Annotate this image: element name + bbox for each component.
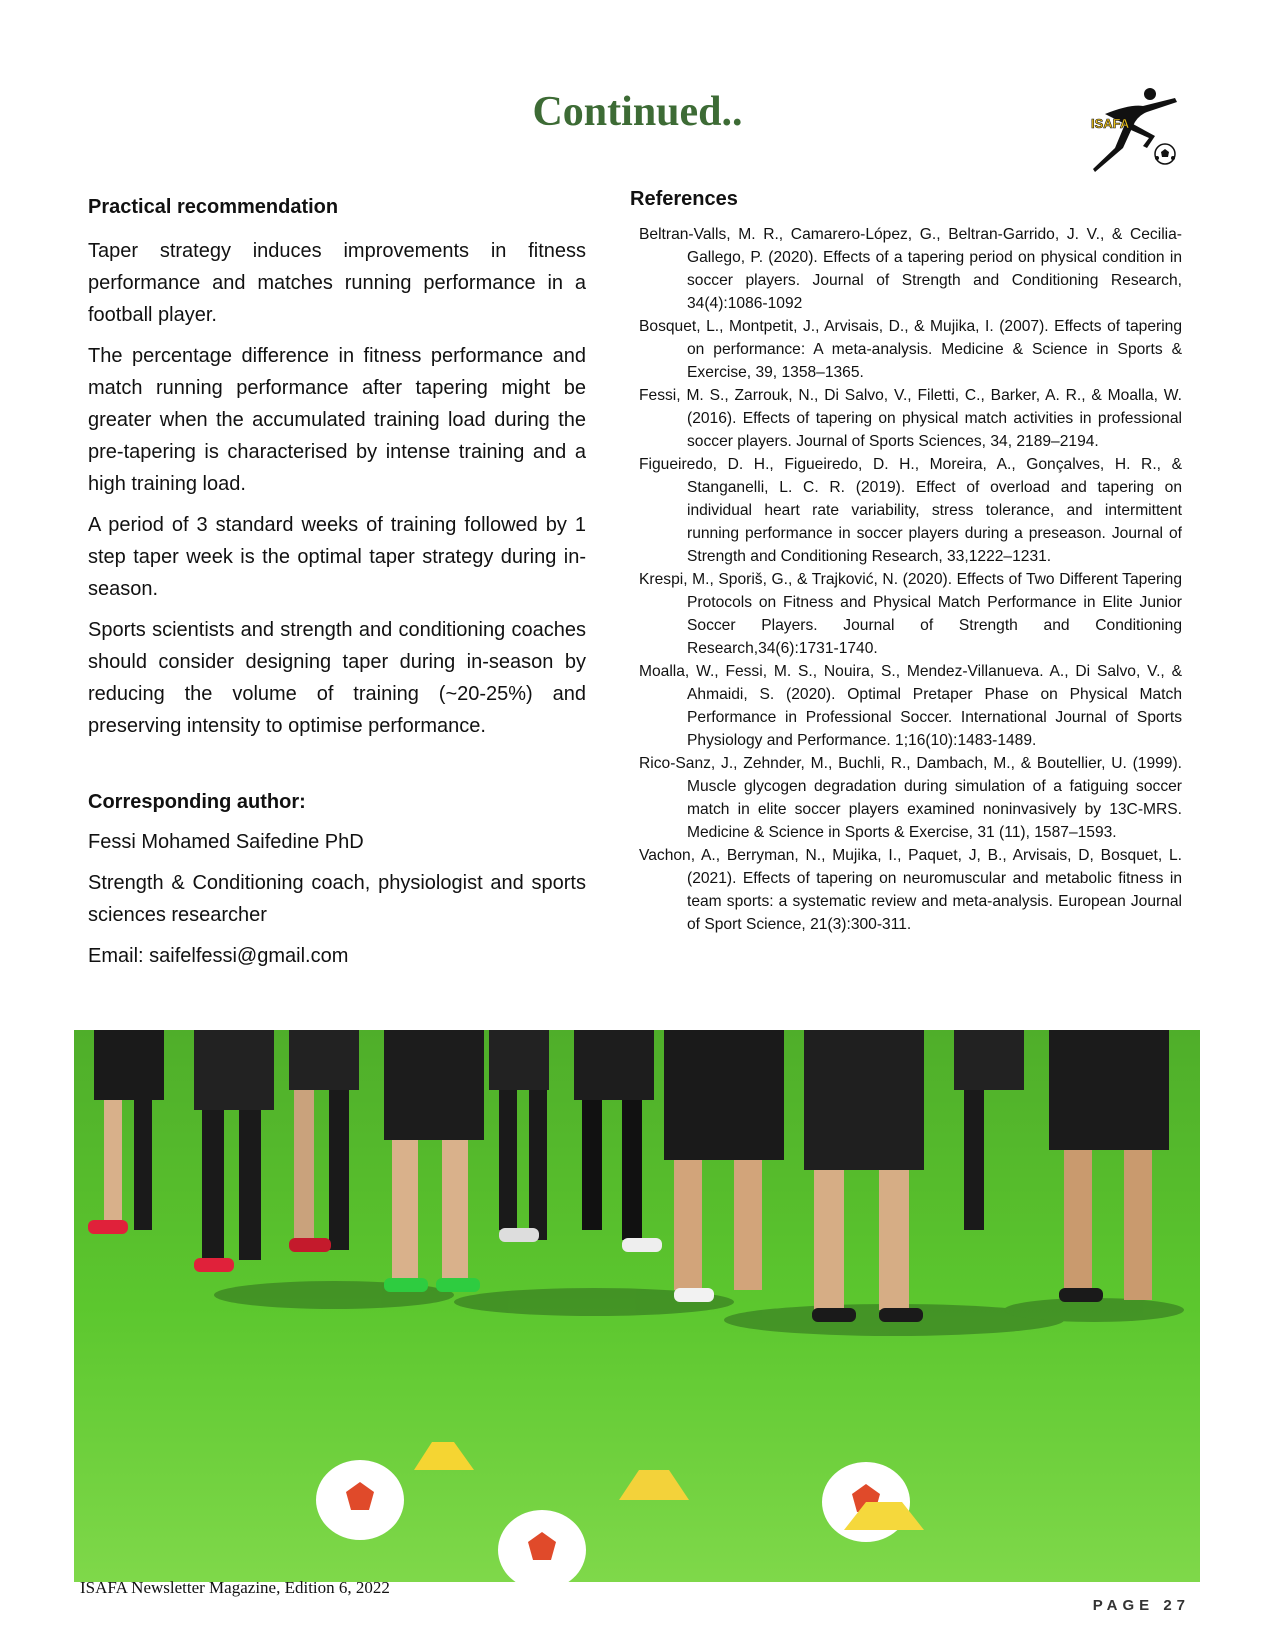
author-heading: Corresponding author: [88, 791, 306, 813]
reference-item: Krespi, M., Sporiš, G., & Trajković, N. (2020). Effects of Two Different Tapering Protocols on Fitness and Physical Match Performance in Elite Junior Soccer Players. Journal of Strength and Conditioning Research,34(6):1731-1740. [639, 571, 1182, 657]
author-name: Fessi Mohamed Saifedine PhD [88, 831, 364, 853]
practical-paragraph: Taper strategy induces improvements in fitness performance and matches running performance in a football player. [88, 240, 586, 326]
reference-item: Figueiredo, D. H., Figueiredo, D. H., Moreira, A., Gonçalves, H. R., & Stanganelli, L. C. R. (2019). Effect of overload and tapering on individual heart rate variability, stress tolerance, and intermittent running performance in soccer players during a preseason. Journal of Strength and Conditioning Research, 33,1222–1231. [639, 456, 1182, 565]
practical-paragraph: A period of 3 standard weeks of training followed by 1 step taper week is the optimal taper strategy during in-season. [88, 514, 586, 600]
publication-footer: ISAFA Newsletter Magazine, Edition 6, 2022 [80, 1578, 390, 1597]
practical-paragraph: Sports scientists and strength and conditioning coaches should consider designing taper during in-season by reducing the volume of training (~20-25%) and preserving intensity to optimise performance. [88, 619, 586, 737]
logo-text: ISAFA [1091, 116, 1130, 131]
reference-item: Fessi, M. S., Zarrouk, N., Di Salvo, V., Filetti, C., Barker, A. R., & Moalla, W. (2016). Effects of tapering on physical match activities in professional soccer players. Journal of Sports Sciences, 34, 2189–2194. [639, 387, 1182, 450]
references-list [630, 223, 1182, 936]
practical-heading: Practical recommendation [88, 196, 339, 218]
references-heading: References [630, 188, 738, 210]
reference-item: Rico-Sanz, J., Zehnder, M., Buchli, R., Dambach, M., & Boutellier, U. (1999). Muscle glycogen degradation during simulation of a fatiguing soccer match in elite soccer players examined noninvasively by 13C-MRS. Medicine & Science in Sports & Exercise, 31 (11), 1587–1593. [639, 755, 1182, 841]
references-section [630, 188, 1182, 936]
training-photo [74, 1030, 1200, 1582]
author-role: Strength & Conditioning coach, physiologist and sports sciences researcher [88, 872, 586, 926]
reference-item: Beltran-Valls, M. R., Camarero-López, G., Beltran-Garrido, J. V., & Cecilia-Gallego, P. (2020). Effects of a tapering period on physical condition in soccer players. Journal of Strength and Conditioning Research, 34(4):1086-1092 [639, 226, 1182, 312]
reference-item: Vachon, A., Berryman, N., Mujika, I., Paquet, J, B., Arvisais, D, Bosquet, L. (2021). Effects of tapering on neuromuscular and metabolic fitness in team sports: a systematic review and meta-analysis. European Journal of Sport Science, 21(3):300-311. [639, 847, 1182, 933]
practical-paragraph: The percentage difference in fitness performance and match running performance after tapering might be greater when the accumulated training load during the pre-tapering is characterised by intense training and a high training load. [88, 345, 586, 495]
practical-section [88, 196, 586, 981]
reference-item: Bosquet, L., Montpetit, J., Arvisais, D., & Mujika, I. (2007). Effects of tapering on performance: A meta-analysis. Medicine & Science in Sports & Exercise, 39, 1358–1365. [639, 318, 1182, 381]
page-title: Continued.. [532, 89, 743, 135]
reference-item: Moalla, W., Fessi, M. S., Nouira, S., Mendez-Villanueva. A., Di Salvo, V., & Ahmaidi, S. (2020). Optimal Pretaper Phase on Physical Match Performance in Professional Soccer. International Journal of Sports Physiology and Performance. 1;16(10):1483-1489. [639, 663, 1182, 749]
isafa-logo [1085, 86, 1185, 186]
author-email: Email: saifelfessi@gmail.com [88, 945, 349, 967]
page-number: PAGE 27 [1092, 1597, 1190, 1614]
